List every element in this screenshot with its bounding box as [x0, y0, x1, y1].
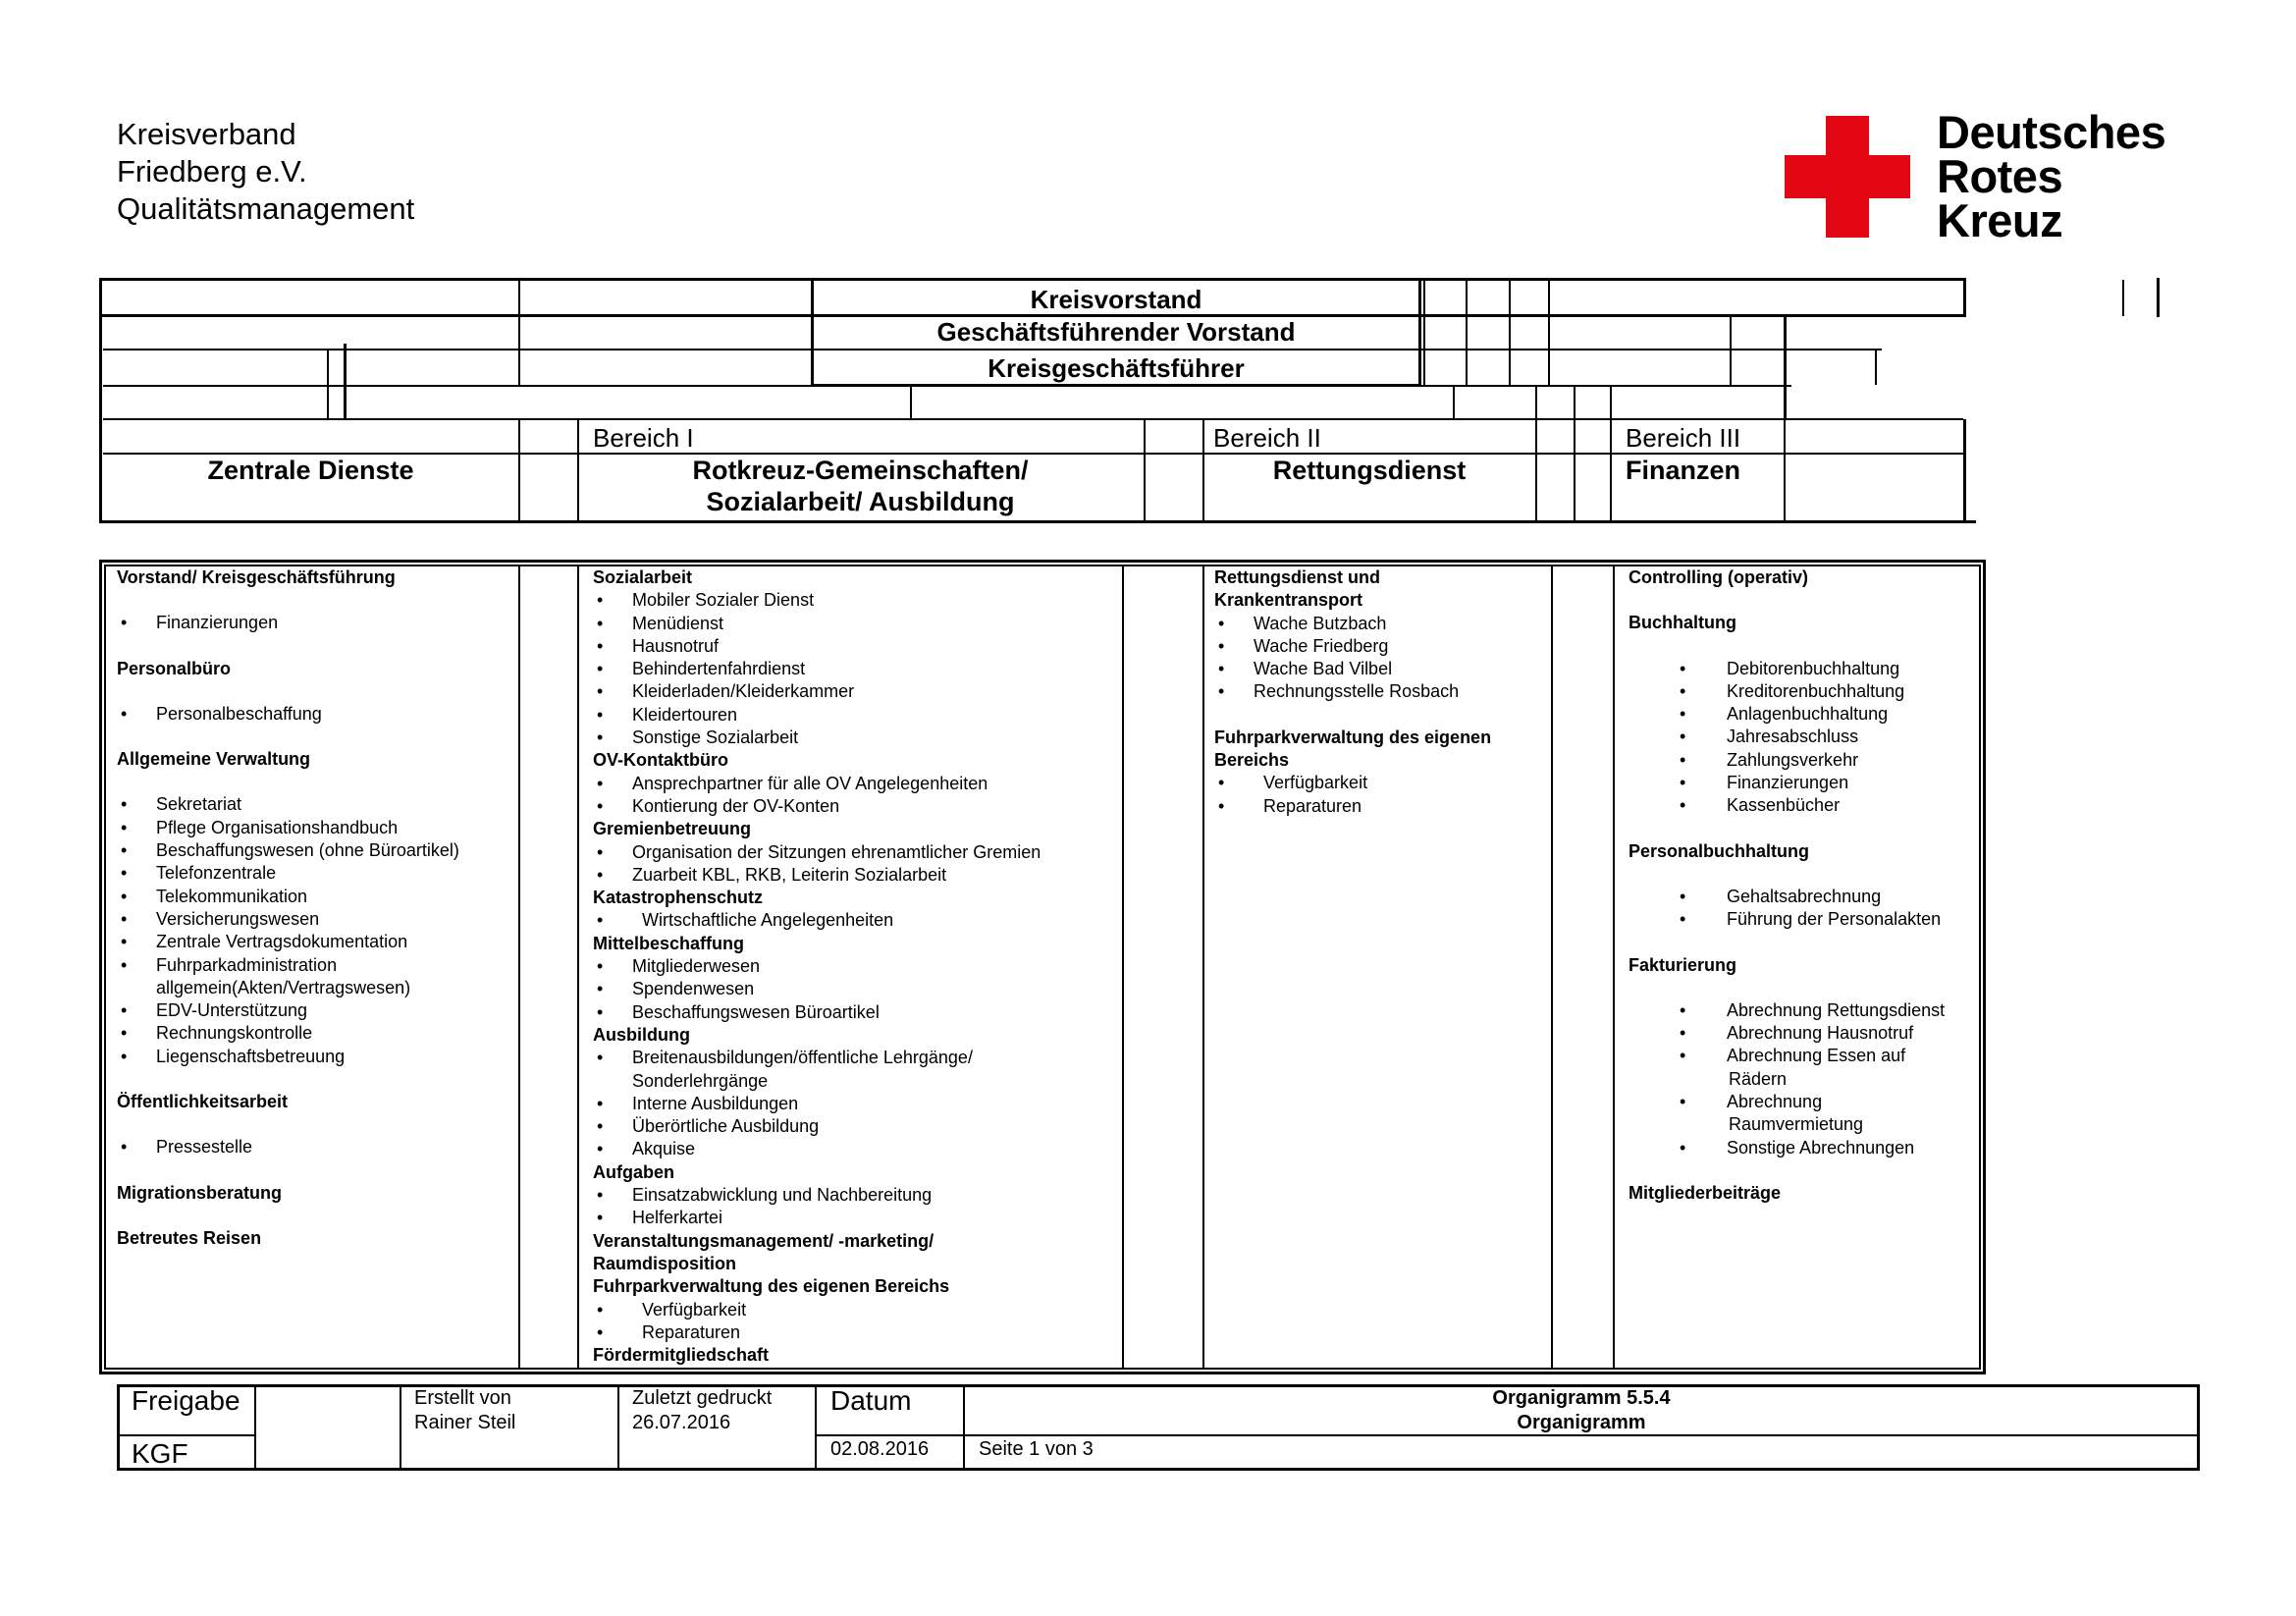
logo-text [1937, 106, 2166, 246]
datum-value: 02.08.2016 [830, 1438, 930, 1460]
area-rettungsdienst: Rettungsdienst [1272, 456, 1467, 485]
grid-line [1875, 349, 1877, 385]
list-item: • Telefonzentrale [117, 862, 509, 885]
list-item: • Reparaturen [1214, 795, 1548, 818]
heading-migrationsberatung: Migrationsberatung [117, 1182, 283, 1203]
column-zentrale-dienste [117, 566, 509, 1250]
grid-line [1875, 314, 1877, 316]
list-item: • Jahresabschluss [1629, 726, 1977, 748]
heading-bereichs: Bereichs [1214, 750, 1290, 771]
list-item: • Zentrale Vertragsdokumentation [117, 931, 509, 953]
erstellt-label: Erstellt von [414, 1387, 511, 1409]
list-item: • Abrechnung Rettungsdienst [1629, 999, 1977, 1022]
list-item: • Behindertenfahrdienst [593, 658, 1118, 680]
list-item: • Wache Butzbach [1214, 613, 1548, 635]
list-item-continuation: Raumvermietung [1729, 1114, 1864, 1135]
list-item: • Interne Ausbildungen [593, 1093, 1118, 1115]
list-item: • Rechnungsstelle Rosbach [1214, 680, 1548, 703]
column-bereich-1 [593, 566, 1118, 1367]
list-item: • Sonstige Sozialarbeit [593, 727, 1118, 749]
grid-line [815, 1386, 817, 1469]
logo-line-2: Rotes [1937, 150, 2063, 202]
grid-line [1423, 280, 1425, 385]
grid-line [518, 565, 520, 1370]
grid-line [910, 385, 912, 419]
grid-line [1963, 419, 1966, 523]
grid-line [1548, 280, 1550, 385]
grid-line [577, 565, 579, 1370]
list-item: • Kreditorenbuchhaltung [1629, 680, 1977, 703]
heading-rettungsdienst: Rettungsdienst und [1214, 567, 1380, 587]
kreisvorstand-label: Kreisvorstand [1030, 285, 1202, 314]
grid-line [1122, 565, 1124, 1370]
list-item: • Kleidertouren [593, 704, 1118, 727]
grid-line [518, 280, 520, 386]
list-item: • Personalbeschaffung [117, 703, 509, 726]
heading-gremienbetreuung: Gremienbetreuung [593, 819, 752, 839]
list-item: • Mobiler Sozialer Dienst [593, 589, 1118, 612]
area-rotkreuz-gemeinschaften [577, 455, 1144, 517]
area-finanzen: Finanzen [1626, 456, 1741, 485]
heading-vorstand: Vorstand/ Kreisgeschäftsführung [117, 567, 396, 587]
grid-line [344, 344, 347, 419]
list-item: • Zuarbeit KBL, RKB, Leiterin Sozialarbeit [593, 864, 1118, 887]
grid-line [1730, 314, 1732, 385]
area-title-line-2: Sozialarbeit/ Ausbildung [706, 487, 1015, 516]
list-item-continuation: allgemein(Akten/Vertragswesen) [156, 977, 411, 997]
column-bereich-2 [1214, 566, 1548, 818]
heading-veranstaltungsmanagement: Veranstaltungsmanagement/ -marketing/ [593, 1230, 934, 1251]
heading-ausbildung: Ausbildung [593, 1024, 690, 1045]
list-item: • Gehaltsabrechnung [1629, 886, 1977, 908]
list-item: • Versicherungswesen [117, 908, 509, 931]
list-item: • Debitorenbuchhaltung [1629, 658, 1977, 680]
list-item: • Pflege Organisationshandbuch [117, 817, 509, 839]
grid-line [2122, 280, 2124, 316]
datum-label: Datum [830, 1385, 912, 1416]
bereich-3-label: Bereich III [1626, 423, 1741, 453]
grid-line [1466, 280, 1468, 385]
list-item: • Wache Friedberg [1214, 635, 1548, 658]
grid-line [2157, 278, 2160, 317]
grid-line [1613, 565, 1615, 1370]
area-title-line-1: Rotkreuz-Gemeinschaften/ [692, 456, 1029, 485]
heading-katastrophenschutz: Katastrophenschutz [593, 888, 764, 908]
heading-personalbuchhaltung: Personalbuchhaltung [1629, 840, 1810, 861]
list-item: • Kontierung der OV-Konten [593, 795, 1118, 818]
grid-line [1784, 314, 1787, 419]
list-item: • Führung der Personalakten [1629, 908, 1977, 931]
list-item: • Abrechnung Essen auf [1629, 1045, 1977, 1067]
list-item: • Akquise [593, 1138, 1118, 1160]
list-item: • Sonstige Abrechnungen [1629, 1137, 1977, 1159]
grid-line [1574, 385, 1575, 521]
heading-controlling: Controlling (operativ) [1629, 567, 1808, 587]
heading-sozialarbeit: Sozialarbeit [593, 567, 693, 587]
list-item: • Helferkartei [593, 1207, 1118, 1229]
grid-line [1551, 565, 1553, 1370]
grid-line [103, 418, 1963, 420]
list-item: • Abrechnung [1629, 1091, 1977, 1113]
heading-oeffentlichkeitsarbeit: Öffentlichkeitsarbeit [117, 1092, 289, 1112]
heading-mitgliederbeitraege: Mitgliederbeiträge [1629, 1182, 1782, 1203]
list-item: • Breitenausbildungen/öffentliche Lehrgänge/ [593, 1047, 1118, 1069]
list-item: • EDV-Unterstützung [117, 999, 509, 1022]
logo-line-1: Deutsches [1937, 106, 2166, 158]
list-item: • Beschaffungswesen (ohne Büroartikel) [117, 839, 509, 862]
heading-ov-kontaktbuero: OV-Kontaktbüro [593, 750, 728, 771]
list-item: • Organisation der Sitzungen ehrenamtlicher Gremien [593, 841, 1118, 864]
list-item: • Anlagenbuchhaltung [1629, 703, 1977, 726]
bereich-1-label: Bereich I [593, 423, 694, 453]
gedruckt-date: 26.07.2016 [632, 1412, 731, 1433]
list-item: • Fuhrparkadministration [117, 954, 509, 977]
geschaeftsfuehrender-vorstand-label: Geschäftsführender Vorstand [936, 317, 1296, 347]
list-item: • Sekretariat [117, 793, 509, 816]
heading-fuhrparkverwaltung: Fuhrparkverwaltung des eigenen Bereichs [593, 1276, 950, 1297]
area-zentrale-dienste: Zentrale Dienste [207, 456, 414, 485]
org-line-1: Kreisverband [117, 117, 296, 151]
grid-line [1202, 565, 1204, 1370]
list-item: • Liegenschaftsbetreuung [117, 1046, 509, 1068]
grid-line [1610, 385, 1612, 521]
heading-foerdermitgliedschaft: Fördermitgliedschaft [593, 1345, 770, 1366]
heading-fakturierung: Fakturierung [1629, 954, 1737, 975]
list-item: • Wache Bad Vilbel [1214, 658, 1548, 680]
heading-aufgaben: Aufgaben [593, 1161, 674, 1182]
grid-line [617, 1386, 619, 1469]
grid-line [400, 1386, 401, 1469]
freigabe-label: Freigabe [132, 1385, 240, 1416]
zuletzt-gedruckt [632, 1386, 772, 1435]
list-item: • Menüdienst [593, 613, 1118, 635]
list-item: • Abrechnung Hausnotruf [1629, 1022, 1977, 1045]
grid-line [518, 419, 520, 521]
erstellt-name: Rainer Steil [414, 1412, 516, 1433]
gedruckt-label: Zuletzt gedruckt [632, 1387, 773, 1409]
heading-personalbuero: Personalbüro [117, 658, 232, 678]
drk-logo [1785, 106, 2187, 247]
heading-krankentransport: Krankentransport [1214, 590, 1363, 611]
heading-mittelbeschaffung: Mittelbeschaffung [593, 933, 745, 953]
list-item: • Beschaffungswesen Büroartikel [593, 1001, 1118, 1024]
list-item: • Finanzierungen [1629, 772, 1977, 794]
grid-line [1144, 419, 1146, 521]
list-item: • Wirtschaftliche Angelegenheiten [593, 909, 1118, 932]
list-item: • Mitgliederwesen [593, 955, 1118, 978]
list-item-continuation: Sonderlehrgänge [632, 1070, 769, 1091]
list-item: • Verfügbarkeit [1214, 772, 1548, 794]
grid-line [119, 1434, 256, 1436]
red-cross-icon [1785, 116, 1912, 243]
list-item: • Pressestelle [117, 1136, 509, 1158]
document-title [965, 1386, 2198, 1435]
heading-allgemeine-verwaltung: Allgemeine Verwaltung [117, 749, 311, 770]
list-item: • Spendenwesen [593, 978, 1118, 1000]
heading-raumdisposition: Raumdisposition [593, 1253, 737, 1273]
list-item: • Reparaturen [593, 1321, 1118, 1344]
doc-title-line-1: Organigramm 5.5.4 [1492, 1387, 1671, 1409]
doc-title-line-2: Organigramm [1517, 1412, 1646, 1433]
kreisgeschaeftsfuehrer-label: Kreisgeschäftsführer [988, 353, 1245, 383]
list-item: • Kleiderladen/Kleiderkammer [593, 680, 1118, 703]
kgf-value: KGF [132, 1438, 188, 1469]
grid-line [327, 349, 329, 419]
list-item: • Zahlungsverkehr [1629, 749, 1977, 772]
list-item: • Telekommunikation [117, 886, 509, 908]
page-number: Seite 1 von 3 [979, 1438, 1094, 1460]
list-item: • Ansprechpartner für alle OV Angelegenheiten [593, 773, 1118, 795]
heading-buchhaltung: Buchhaltung [1629, 613, 1736, 633]
column-bereich-3 [1629, 566, 1977, 1205]
heading-betreutes-reisen: Betreutes Reisen [117, 1227, 262, 1248]
heading-fuhrparkverwaltung: Fuhrparkverwaltung des eigenen [1214, 727, 1492, 747]
list-item: • Finanzierungen [117, 612, 509, 634]
list-item: • Kassenbücher [1629, 794, 1977, 817]
list-item-continuation: Rädern [1729, 1068, 1788, 1089]
list-item: • Verfügbarkeit [593, 1299, 1118, 1321]
organization-header [117, 116, 414, 228]
grid-line [1784, 419, 1786, 521]
list-item: • Hausnotruf [593, 635, 1118, 658]
list-item: • Überörtliche Ausbildung [593, 1115, 1118, 1138]
erstellt-von [414, 1386, 515, 1435]
logo-line-3: Kreuz [1937, 194, 2063, 246]
org-line-3: Qualitätsmanagement [117, 191, 415, 226]
grid-line [254, 1386, 256, 1469]
list-item: • Rechnungskontrolle [117, 1022, 509, 1045]
grid-line [99, 520, 1966, 523]
grid-line [1535, 385, 1537, 521]
org-line-2: Friedberg e.V. [117, 154, 307, 189]
bereich-2-label: Bereich II [1213, 423, 1321, 453]
grid-line [1453, 385, 1455, 419]
list-item: • Einsatzabwicklung und Nachbereitung [593, 1184, 1118, 1207]
grid-line [1509, 280, 1511, 385]
